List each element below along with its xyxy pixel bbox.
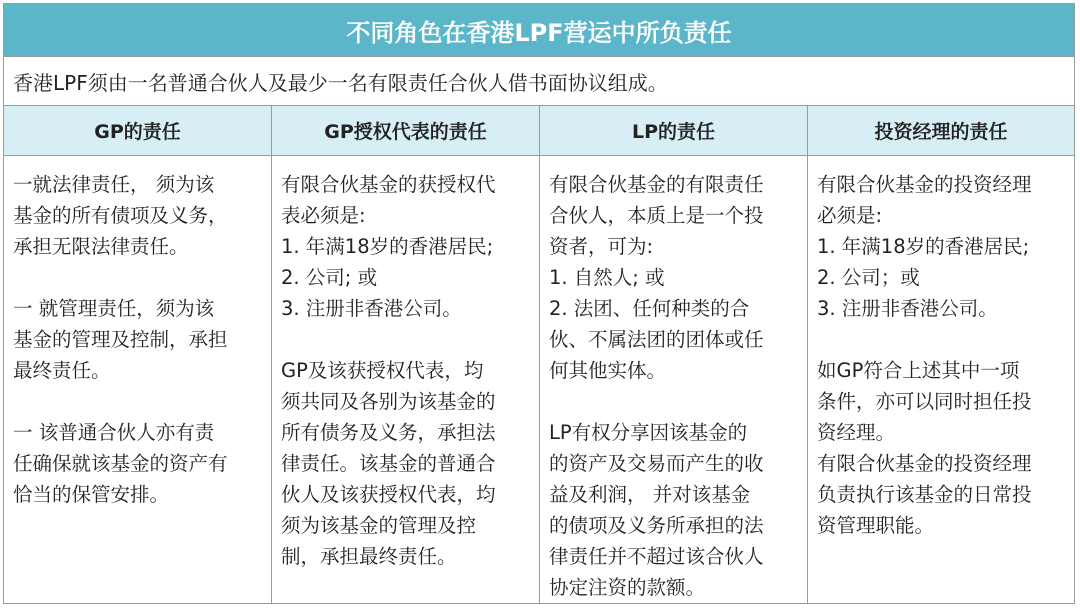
cell-text-line: 2. 公司; 或 xyxy=(281,266,378,289)
table-title: 不同角色在香港LPF营运中所负责任 xyxy=(4,4,1074,57)
cell-text-line: 协定注资的款额。 xyxy=(549,576,706,599)
cell-text-line: 3. 注册非香港公司。 xyxy=(817,297,998,320)
cell-gp-representative xyxy=(272,156,539,603)
cell-text-line: 1. 年满18岁的香港居民; xyxy=(281,235,494,258)
cell-text-line: 须为该基金的管理及控 xyxy=(281,514,477,537)
paragraph-gap xyxy=(281,324,531,355)
cell-text-line: 有限合伙基金的投资经理 xyxy=(817,173,1032,196)
paragraph-gap xyxy=(817,324,1066,355)
cell-lp xyxy=(540,156,807,603)
cell-text-line: 如GP符合上述其中一项 xyxy=(817,359,1020,382)
intro-text: 香港LPF须由一名普通合伙人及最少一名有限责任合伙人借书面协议组成。 xyxy=(4,57,1074,106)
cell-text-line: 基金的管理及控制，承担 xyxy=(13,328,228,351)
responsibility-table xyxy=(3,3,1075,604)
cell-investment-manager xyxy=(808,156,1074,603)
header-lp: LP的责任 xyxy=(631,121,716,143)
paragraph-gap xyxy=(13,386,263,417)
cell-text-line: 的债项及义务所承担的法 xyxy=(549,514,764,537)
cell-text-line: 资管理职能。 xyxy=(817,514,935,537)
header-investment-manager: 投资经理的责任 xyxy=(874,121,1008,143)
cell-text-line: 1. 自然人; 或 xyxy=(549,266,665,289)
cell-text-line: 承担无限法律责任。 xyxy=(13,235,189,258)
cell-text-line: 伙人及该获授权代表，均 xyxy=(281,483,496,506)
cell-text-line: 有限合伙基金的获授权代 xyxy=(281,173,496,196)
cell-text-line: 一就法律责任， 须为该 xyxy=(13,173,215,196)
cell-text-line: 有限合伙基金的有限责任 xyxy=(549,173,764,196)
cell-text-line: 益及利润， 并对该基金 xyxy=(549,483,751,506)
cell-text-line: 所有债务及义务，承担法 xyxy=(281,421,496,444)
cell-text-line: 负责执行该基金的日常投 xyxy=(817,483,1032,506)
cell-text-line: 2. 法团、任何种类的合 xyxy=(549,297,750,320)
cell-text-line: 伙、不属法团的团体或任 xyxy=(549,328,764,351)
cell-text-line: LP有权分享因该基金的 xyxy=(549,421,748,444)
cell-text-line: 合伙人，本质上是一个投 xyxy=(549,204,764,227)
cell-text-line: 恰当的保管安排。 xyxy=(13,483,170,506)
cell-text-line: 制，承担最终责任。 xyxy=(281,545,457,568)
cell-text-line: 律责任。该基金的普通合 xyxy=(281,452,496,475)
cell-text-line: 律责任并不超过该合伙人 xyxy=(549,545,764,568)
cell-text-line: 何其他实体。 xyxy=(549,359,667,382)
cell-text-line: 任确保就该基金的资产有 xyxy=(13,452,228,475)
cell-text-line: 最终责任。 xyxy=(13,359,111,382)
cell-text-line: 须共同及各别为该基金的 xyxy=(281,390,496,413)
cell-gp xyxy=(4,156,271,603)
cell-text-line: 一 该普通合伙人亦有责 xyxy=(13,421,215,444)
paragraph-gap xyxy=(549,386,799,417)
cell-text-line: 必须是: xyxy=(817,204,883,227)
header-gp: GP的责任 xyxy=(94,121,181,143)
cell-text-line: 条件，亦可以同时担任投 xyxy=(817,390,1032,413)
paragraph-gap xyxy=(13,262,263,293)
cell-text-line: 资经理。 xyxy=(817,421,896,444)
cell-text-line: 表必须是: xyxy=(281,204,366,227)
cell-text-line: 基金的所有债项及义务， xyxy=(13,204,228,227)
header-gp-representative: GP授权代表的责任 xyxy=(324,121,487,143)
cell-text-line: 2. 公司；或 xyxy=(817,266,920,289)
cell-text-line: 一 就管理责任，须为该 xyxy=(13,297,215,320)
cell-text-line: GP及该获授权代表，均 xyxy=(281,359,484,382)
cell-text-line: 有限合伙基金的投资经理 xyxy=(817,452,1032,475)
cell-text-line: 3. 注册非香港公司。 xyxy=(281,297,462,320)
cell-text-line: 1. 年满18岁的香港居民; xyxy=(817,235,1030,258)
cell-text-line: 的资产及交易而产生的收 xyxy=(549,452,764,475)
cell-text-line: 资者，可为: xyxy=(549,235,654,258)
